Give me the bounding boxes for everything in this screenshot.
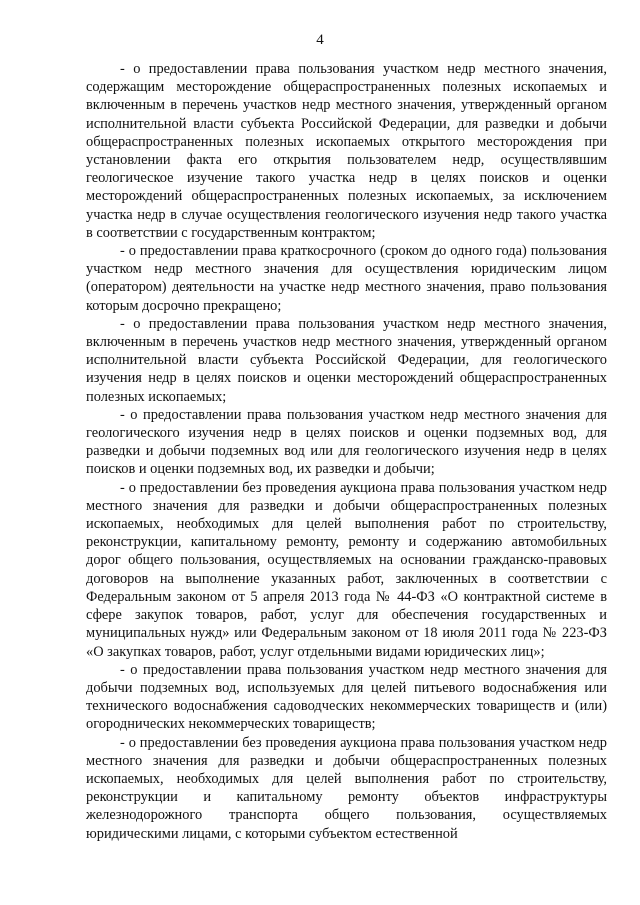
paragraph-1: - о предоставлении права пользования участком недр местного значения, содержащим месторождение общераспространенных полезных ископаемых и включенным в перечень участков недр местного значения, утвержденный органом исполнительной власти субъекта Российской Федерации, для разведки и добычи общераспространенных полезных ископаемых открытого месторождения при установлении факта его открытия пользователем недр, осуществлявшим геологическое изучение такого участка недр в целях поисков и оценки месторождений общераспространенных полезных ископаемых, за исключением участка недр в случае осуществления геологического изучения недр такого участка в соответствии с государственным контрактом; bbox=[86, 61, 607, 241]
paragraph-7: - о предоставлении без проведения аукциона права пользования участком недр местного значения для разведки и добычи общераспространенных полезных ископаемых, необходимых для целей выполнения работ по строительству, реконструкции и капитальному ремонту объектов инфраструктуры железнодорожного транспорта общего пользования, осуществляемых юридическими лицами, с которыми субъектом естественной bbox=[86, 734, 607, 842]
paragraph-2: - о предоставлении права краткосрочного (сроком до одного года) пользования участком недр местного значения для осуществления юридическим лицом (оператором) деятельности на участке недр местного значения, право пользования которым досрочно прекращено; bbox=[86, 243, 607, 314]
paragraph-6: - о предоставлении права пользования участком недр местного значения для добычи подземных вод, используемых для целей питьевого водоснабжения или технического водоснабжения садоводческих некоммерческих товариществ и (или) огороднических некоммерческих товариществ; bbox=[86, 661, 607, 733]
paragraph-4: - о предоставлении права пользования участком недр местного значения для геологического изучения недр в целях поисков и оценки подземных вод, для разведки и добычи подземных вод или для геологического изучения недр в целях поисков и оценки подземных вод, их разведки и добычи; bbox=[86, 406, 607, 478]
page-number: 4 bbox=[316, 32, 324, 48]
paragraph-5: - о предоставлении без проведения аукциона права пользования участком недр местного значения для разведки и добычи общераспространенных полезных ископаемых, необходимых для целей выполнения работ по строительству, реконструкции, капитальному ремонту, ремонту и содержанию автомобильных дорог общего пользования, осуществляемых на основании гражданско-правовых договоров на выполнение указанных работ, заключенных в соответствии с Федеральным законом от 5 апреля 2013 года № 44-ФЗ «О контрактной системе в сфере закупок товаров, работ, услуг для обеспечения государственных и муниципальных нужд» или Федеральным законом от 18 июля 2011 года № 223-ФЗ «О закупках товаров, работ, услуг отдельными видами юридических лиц»; bbox=[86, 479, 607, 660]
document-body bbox=[86, 60, 607, 843]
paragraph-3: - о предоставлении права пользования участком недр местного значения, включенным в перечень участков недр местного значения, утвержденный органом исполнительной власти субъекта Российской Федерации, для геологического изучения недр в целях поисков и оценки месторождений общераспространенных полезных ископаемых; bbox=[86, 315, 607, 405]
